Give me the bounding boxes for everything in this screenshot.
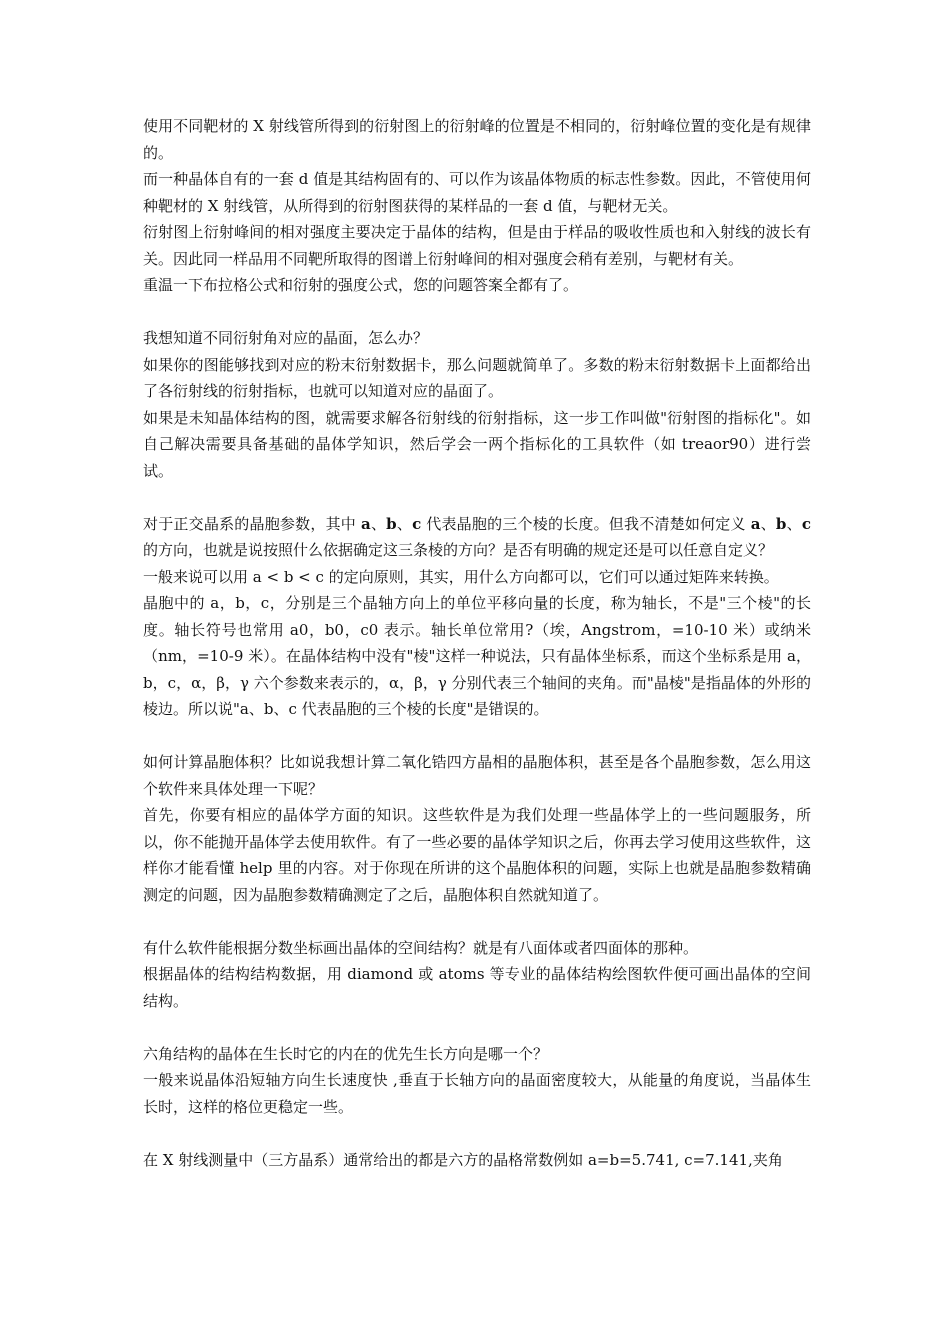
paragraph-target-position: 使用不同靶材的 X 射线管所得到的衍射图上的衍射峰的位置是不相同的，衍射峰位置的变化是有规律的。 [143,117,811,162]
question-cell-volume: 如何计算晶胞体积？比如说我想计算二氧化锆四方晶相的晶胞体积，甚至是各个晶胞参数，怎么用这个软件来具体处理一下呢？ [143,753,811,798]
bold-axis-a: a [361,514,371,533]
question-trigonal-lattice: 在 X 射线测量中（三方晶系）通常给出的都是六方的晶格常数例如 a=b=5.741, c=7.141,夹角 [143,1150,783,1169]
paragraph-gap [143,908,811,935]
bold-axis-c: c [801,514,811,533]
question-hexagonal-growth: 六角结构的晶体在生长时它的内在的优先生长方向是哪一个？ [143,1044,549,1063]
answer-indexing: 如果是未知晶体结构的图，就需要求解各衍射线的衍射指标，这一步工作叫做"衍射图的指标化"。如自己解决需要具备基础的晶体学知识，然后学会一两个指标化的工具软件（如 treaor90）进行尝试。 [143,408,811,480]
answer-pdf-card: 如果你的图能够找到对应的粉末衍射数据卡，那么问题就简单了。多数的粉末衍射数据卡上面都给出了各衍射线的衍射指标，也就可以知道对应的晶面了。 [143,355,811,400]
bold-axis-b: b [775,514,787,533]
paragraph-gap [143,1120,811,1147]
bold-axis-a: a [750,514,761,533]
question-structure-software: 有什么软件能根据分数坐标画出晶体的空间结构？就是有八面体或者四面体的那种。 [143,938,699,957]
answer-structure-software: 根据晶体的结构结构数据，用 diamond 或 atoms 等专业的晶体结构绘图软件便可画出晶体的空间结构。 [143,965,811,1010]
text-segment: 的方向，也就是说按照什么依据确定这三条棱的方向？是否有明确的规定还是可以任意自定义？ [143,541,774,559]
paragraph-gap [143,484,811,511]
text-segment: 代表晶胞的三个棱的长度。但我不清楚如何定义 [421,514,751,533]
bold-axis-c: c [412,514,422,533]
paragraph-relative-intensity: 衍射图上衍射峰间的相对强度主要决定于晶体的结构，但是由于样品的吸收性质也和入射线的波长有关。因此同一样品用不同靶所取得的图谱上衍射峰间的相对强度会稍有差别，与靶材有关。 [143,223,811,268]
answer-axis-length: 晶胞中的 a，b，c，分别是三个晶轴方向上的单位平移向量的长度，称为轴长，不是"三个棱"的长度。轴长符号也常用 a0，b0，c0 表示。轴长单位常用?（埃，Angstrom，=10-10 米）或纳米（nm，=10-9 米）。在晶体结构中没有"棱"这样一种说法，只有晶体坐标系，而这个坐标系是用 a，b，c，α，β，γ 六个参数来表示的，α，β，γ 分别代表三个轴间的夹角。而"晶棱"是指晶体的外形的棱边。所以说"a、b、c 代表晶胞的三个棱的长度"是错误的。 [143,594,811,718]
answer-orientation-rule: 一般来说可以用 a < b < c 的定向原则，其实，用什么方向都可以，它们可以通过矩阵来转换。 [143,567,779,586]
text-segment: 对于正交晶系的晶胞参数，其中 [143,514,361,533]
bold-axis-b: b [386,514,397,533]
paragraph-gap [143,723,811,750]
text-segment: 、 [760,514,776,533]
document-page [143,113,811,1173]
paragraph-d-value: 而一种晶体自有的一套 d 值是其结构固有的、可以作为该晶体物质的标志性参数。因此，不管使用何种靶材的 X 射线管，从所得到的衍射图获得的某样品的一套 d 值，与靶材无关。 [143,170,811,215]
text-segment: 、 [786,514,802,533]
answer-hexagonal-growth: 一般来说晶体沿短轴方向生长速度快 ,垂直于长轴方向的晶面密度较大，从能量的角度说，当晶体生长时，这样的格位更稳定一些。 [143,1071,811,1116]
paragraph-gap [143,1014,811,1041]
text-segment: 、 [396,514,413,533]
paragraph-bragg-review: 重温一下布拉格公式和衍射的强度公式，您的问题答案全都有了。 [143,276,579,294]
paragraph-gap [143,299,811,326]
answer-cell-volume: 首先，你要有相应的晶体学方面的知识。这些软件是为我们处理一些晶体学上的一些问题服务，所以，你不能抛开晶体学去使用软件。有了一些必要的晶体学知识之后，你再去学习使用这些软件，这样你才能看懂 help 里的内容。对于你现在所讲的这个晶胞体积的问题，实际上也就是晶胞参数精确测定的问题，因为晶胞参数精确测定了之后，晶胞体积自然就知道了。 [143,806,811,904]
question-orthorhombic-axes [143,511,811,564]
question-diffraction-plane: 我想知道不同衍射角对应的晶面，怎么办？ [143,329,429,347]
text-segment: 、 [370,514,387,533]
